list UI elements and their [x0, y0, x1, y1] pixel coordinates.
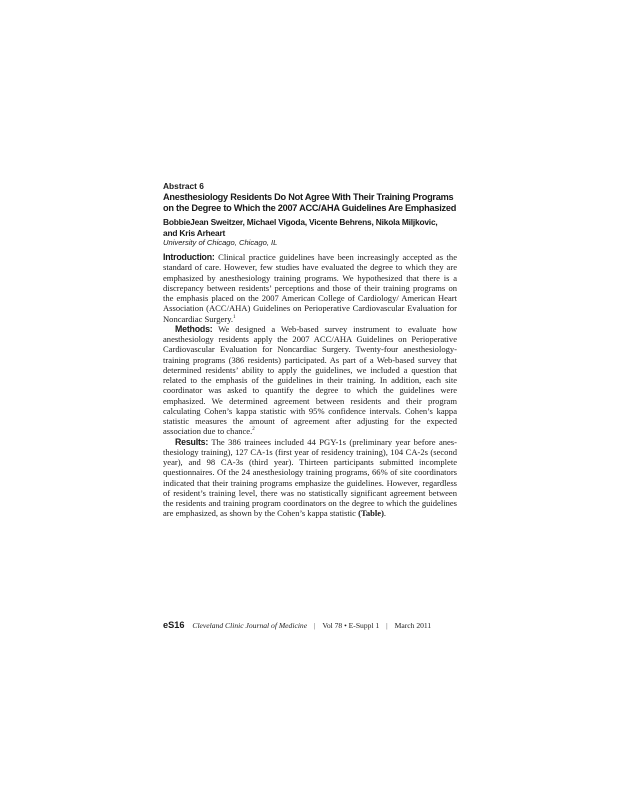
title-line-2: on the Degree to Which the 2007 ACC/AHA Guidelines Are Emphasized: [163, 203, 457, 214]
reference-marker: 2: [252, 427, 255, 433]
table-reference: (Table): [358, 508, 384, 519]
author-line-2: and Kris Arheart: [163, 227, 226, 238]
page-number: eS16: [163, 620, 185, 630]
footer-separator: |: [386, 621, 388, 630]
introduction-heading: Introduction:: [163, 252, 215, 262]
introduction-text: Clinical practice guidelines have been increasingly accepted as the standard of care. However, few studies have evaluated the degree to which they are emphasized by anesthesiology training programs. We hypothesized that there is a discrepancy between residents’ perceptions and those of their training programs on the emphasis placed on the 2007 American College of Cardiology/ American Heart Association (ACC/AHA) Guidelines on Perioperative Cardiovascular Evaluation for Noncardiac Surgery.: [163, 252, 457, 324]
author-line-1: BobbieJean Sweitzer, Michael Vigoda, Vicente Behrens, Nikola Miljkovic,: [163, 217, 438, 227]
methods-text: We designed a Web-based survey instrument to evaluate how anesthesiology residents apply the 2007 ACC/AHA Guidelines on Perioperative Cardiovascular Evaluation for Noncardiac Surgery. Twenty-four anesthesiology-training programs (386 residents) participated. As part of a Web-based survey that determined residents’ ability to apply the guidelines, we included a question that related to the emphasis of the guidelines in their training. In addition, each site coordinator was asked to quantify the degree to which the guidelines were emphasized. We determined agreement between residents and their program calculating Cohen’s kappa statistic with 95% confidence intervals. Cohen’s kappa statistic measures the amount of agreement after adjusting for the expected association due to chance.: [163, 323, 457, 437]
results-text: The 386 trainees included 44 PGY-1s (preliminary year before anesthesiology training), 127 CA-1s (first year of residency training), 104 CA-2s (second year), and 98 CA-3s (third year). Thirteen participants submitted incomplete questionnaires. Of the 24 anesthesiology training programs, 66% of site coordinators indicated that their training programs emphasize the guidelines. However, regardless of resident’s training level, there was no statistically significant agreement between the residents and training program coordinators on the degree to which the guidelines are emphasized, as shown by the Cohen’s kappa statistic: [163, 436, 457, 519]
abstract-label: Abstract 6: [163, 181, 204, 191]
abstract-title: [163, 192, 463, 215]
reference-marker: 1: [233, 314, 236, 320]
journal-name: Cleveland Clinic Journal of Medicine: [192, 621, 308, 630]
methods-heading: Methods:: [175, 323, 213, 334]
footer-separator: |: [314, 621, 316, 630]
volume-info: Vol 78 • E-Suppl 1: [322, 621, 380, 630]
results-heading: Results:: [175, 436, 209, 447]
affiliation: University of Chicago, Chicago, IL: [163, 238, 278, 247]
title-line-1: Anesthesiology Residents Do Not Agree With Their Training Programs: [163, 192, 454, 202]
issue-date: March 2011: [394, 621, 432, 630]
results-paragraph: [163, 437, 457, 519]
author-list: [163, 217, 463, 238]
page-footer: [163, 620, 431, 630]
abstract-body: [163, 252, 457, 519]
methods-paragraph: [163, 324, 457, 437]
results-end: .: [383, 508, 387, 519]
introduction-paragraph: [163, 252, 457, 324]
